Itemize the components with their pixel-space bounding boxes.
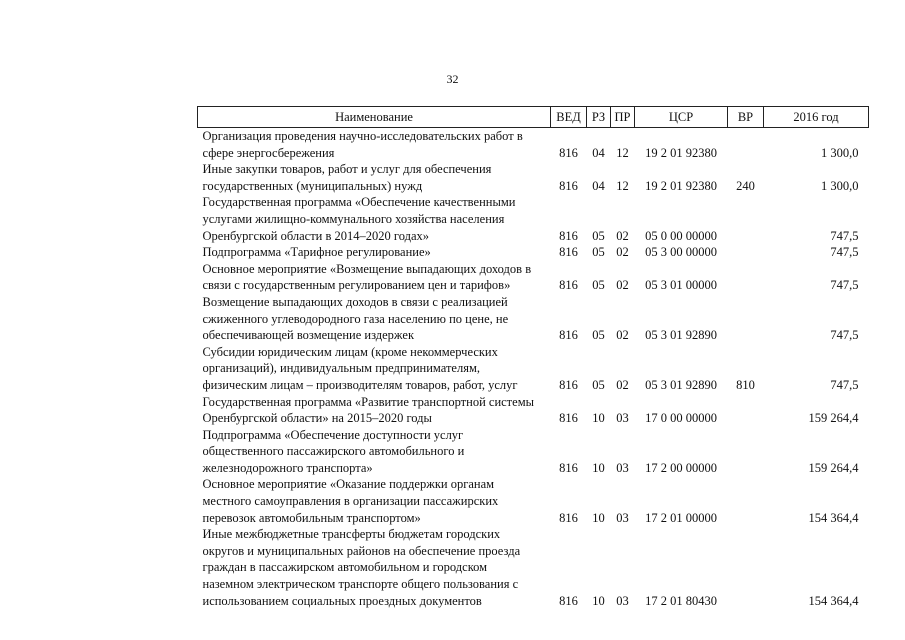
row-name-line: перевозок автомобильным транспортом» [202, 510, 421, 525]
row-csr: 17 2 01 80430 [645, 593, 717, 608]
row-amount: 747,5 [830, 377, 859, 392]
row-name-line: сфере энергосбережения [202, 145, 335, 160]
row-name-line: Оренбургской области в 2014–2020 годах» [202, 228, 430, 243]
row-pr: 03 [616, 510, 629, 525]
row-name-line: Субсидии юридическим лицам (кроме некоммерческих [202, 344, 498, 359]
row-pr: 03 [616, 593, 629, 608]
row-rz: 05 [592, 328, 605, 343]
table-row [198, 194, 869, 244]
row-name-line: Государственная программа «Развитие транспортной системы [202, 394, 535, 409]
row-name-line: Организация проведения научно-исследовательских работ в [202, 129, 523, 143]
page-number: 32 [446, 72, 459, 86]
header-csr: ЦСР [635, 107, 728, 128]
header-pr: ПР [611, 107, 635, 128]
row-amount: 154 364,4 [808, 593, 859, 608]
row-name-line: Иные закупки товаров, работ и услуг для обеспечения [202, 162, 492, 177]
row-vr [728, 261, 764, 294]
row-name [198, 244, 551, 261]
row-pr: 02 [616, 377, 629, 392]
row-pr: 12 [616, 145, 629, 160]
row-name-line: услугами жилищно-коммунального хозяйства населения [202, 211, 505, 226]
row-ved: 816 [559, 593, 578, 608]
row-name-line: наземном электрическом транспорте общего пользования с [202, 577, 519, 592]
row-name [198, 394, 551, 427]
row-ved: 816 [559, 228, 578, 243]
row-name [198, 194, 551, 244]
row-amount: 159 264,4 [808, 411, 859, 426]
row-ved: 816 [559, 178, 578, 193]
header-rz: РЗ [587, 107, 611, 128]
table-row [198, 161, 869, 194]
row-pr: 02 [616, 278, 629, 293]
row-name-line: физическим лицам – производителям товаров, работ, услуг [202, 377, 518, 392]
budget-table [197, 106, 869, 609]
row-vr [728, 394, 764, 427]
row-pr: 03 [616, 411, 629, 426]
row-pr: 12 [616, 178, 629, 193]
row-csr: 05 3 01 92890 [645, 328, 717, 343]
row-vr [728, 526, 764, 609]
row-csr: 17 2 00 00000 [645, 460, 717, 475]
row-csr: 19 2 01 92380 [645, 145, 717, 160]
row-csr: 05 3 00 00000 [645, 245, 717, 260]
row-vr: 810 [736, 377, 755, 392]
row-vr [728, 194, 764, 244]
row-name [198, 128, 551, 162]
row-csr: 17 2 01 00000 [645, 510, 717, 525]
row-name-line: сжиженного углеводородного газа населению по цене, не [202, 311, 509, 326]
row-name [198, 427, 551, 477]
row-rz: 10 [592, 510, 605, 525]
header-name: Наименование [198, 107, 551, 128]
row-name [198, 161, 551, 194]
row-vr [728, 476, 764, 526]
header-ved: ВЕД [551, 107, 587, 128]
header-amount: 2016 год [764, 107, 869, 128]
row-ved: 816 [559, 145, 578, 160]
row-vr [728, 294, 764, 344]
row-rz: 05 [592, 377, 605, 392]
row-name-line: железнодорожного транспорта» [202, 460, 373, 475]
header-vr: ВР [728, 107, 764, 128]
row-ved: 816 [559, 377, 578, 392]
row-pr: 02 [616, 245, 629, 260]
row-name-line: Основное мероприятие «Возмещение выпадающих доходов в [202, 261, 532, 276]
row-name [198, 344, 551, 394]
table-body [198, 128, 869, 610]
row-name-line: Оренбургской области» на 2015–2020 годы [202, 411, 432, 426]
row-rz: 04 [592, 178, 605, 193]
row-rz: 04 [592, 145, 605, 160]
row-ved: 816 [559, 460, 578, 475]
row-rz: 10 [592, 460, 605, 475]
row-ved: 816 [559, 245, 578, 260]
row-vr [728, 427, 764, 477]
row-name [198, 526, 551, 609]
table-row [198, 394, 869, 427]
row-amount: 159 264,4 [808, 460, 859, 475]
row-amount: 1 300,0 [821, 145, 859, 160]
row-vr: 240 [736, 178, 755, 193]
row-amount: 1 300,0 [821, 178, 859, 193]
row-amount: 747,5 [830, 228, 859, 243]
row-name-line: организаций), индивидуальным предпринимателям, [202, 361, 480, 376]
row-name-line: местного самоуправления в организации пассажирских [202, 494, 499, 509]
row-ved: 816 [559, 278, 578, 293]
row-csr: 05 0 00 00000 [645, 228, 717, 243]
row-name [198, 476, 551, 526]
table-row [198, 261, 869, 294]
row-csr: 19 2 01 92380 [645, 178, 717, 193]
row-name-line: связи с государственным регулированием цен и тарифов» [202, 278, 511, 293]
row-csr: 05 3 01 00000 [645, 278, 717, 293]
row-pr: 02 [616, 228, 629, 243]
row-csr: 17 0 00 00000 [645, 411, 717, 426]
row-name [198, 261, 551, 294]
row-pr: 02 [616, 328, 629, 343]
row-rz: 10 [592, 411, 605, 426]
row-name-line: Подпрограмма «Тарифное регулирование» [202, 245, 431, 260]
row-amount: 747,5 [830, 278, 859, 293]
row-name-line: Подпрограмма «Обеспечение доступности услуг [202, 427, 464, 442]
table-row [198, 476, 869, 526]
row-csr: 05 3 01 92890 [645, 377, 717, 392]
row-name [198, 294, 551, 344]
row-ved: 816 [559, 328, 578, 343]
row-name-line: Возмещение выпадающих доходов в связи с реализацией [202, 294, 508, 309]
row-pr: 03 [616, 460, 629, 475]
row-vr [728, 128, 764, 162]
row-amount: 154 364,4 [808, 510, 859, 525]
table-header [198, 107, 869, 128]
row-name-line: граждан в пассажирском автомобильном и городском [202, 560, 488, 575]
row-name-line: государственных (муниципальных) нужд [202, 178, 423, 193]
row-name-line: округов и муниципальных районов на обеспечение проезда [202, 543, 521, 558]
row-rz: 05 [592, 245, 605, 260]
row-name-line: Государственная программа «Обеспечение качественными [202, 195, 516, 210]
row-ved: 816 [559, 510, 578, 525]
row-ved: 816 [559, 411, 578, 426]
row-name-line: обеспечивающей возмещение издержек [202, 328, 415, 343]
row-rz: 05 [592, 278, 605, 293]
table-row [198, 128, 869, 162]
table-row [198, 427, 869, 477]
table-row [198, 244, 869, 261]
row-amount: 747,5 [830, 245, 859, 260]
table-row [198, 344, 869, 394]
row-rz: 05 [592, 228, 605, 243]
row-rz: 10 [592, 593, 605, 608]
table-row [198, 294, 869, 344]
row-name-line: Иные межбюджетные трансферты бюджетам городских [202, 527, 501, 542]
row-vr [728, 244, 764, 261]
row-name-line: Основное мероприятие «Оказание поддержки органам [202, 477, 495, 492]
table-row [198, 526, 869, 609]
row-amount: 747,5 [830, 328, 859, 343]
row-name-line: использованием социальных проездных документов [202, 593, 482, 608]
row-name-line: общественного пассажирского автомобильного и [202, 444, 465, 459]
